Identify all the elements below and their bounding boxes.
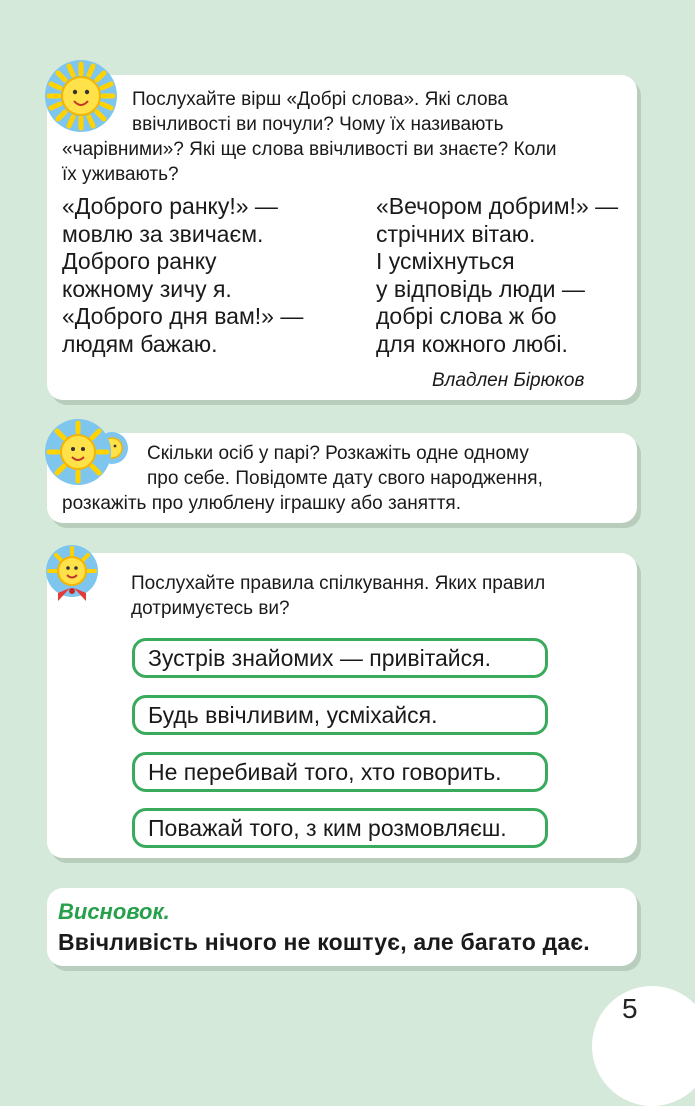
task1-line: «чарівними»? Які ще слова ввічливості ви знаєте? Коли [62, 139, 557, 160]
page-number-badge [592, 986, 695, 1106]
task3-line: Послухайте правила спілкування. Яких правил [131, 573, 546, 594]
task2-line: Скільки осіб у парі? Розкажіть одне одному [147, 443, 529, 464]
task1-line: ввічливості ви почули? Чому їх називають [132, 114, 504, 135]
poem-line: стрічних вітаю. [376, 220, 536, 247]
poem-line: «Доброго ранку!» — [62, 193, 278, 219]
rule-item: Не перебивай того, хто говорить. [132, 752, 548, 792]
rule-item: Зустрів знайомих — привітайся. [132, 638, 548, 678]
sun-with-bow-icon [38, 545, 112, 605]
task1-line: їх уживають? [62, 164, 179, 185]
poem-line: «Вечором добрим!» — [376, 193, 619, 219]
task2-line: розкажіть про улюблену іграшку або заняття. [62, 493, 461, 514]
task3-line: дотримуєтесь ви? [131, 598, 290, 619]
poem-line: «Доброго дня вам!» — [62, 303, 304, 329]
task1-instruction [62, 87, 632, 187]
conclusion-label: Висновок. [58, 899, 170, 924]
rule-item: Будь ввічливим, усміхайся. [132, 695, 548, 735]
task3-instruction [131, 571, 631, 621]
rule-item: Поважай того, з ким розмовляєш. [132, 808, 548, 848]
poem-line: у відповідь люди — [376, 275, 585, 302]
task2-instruction [62, 441, 632, 516]
poem-line: мовлю за звичаєм. [62, 220, 264, 247]
poem-line: Доброго ранку [62, 248, 217, 274]
page-number: 5 [622, 993, 638, 1024]
poem-left-column [62, 193, 303, 358]
conclusion-text: Ввічливість нічого не коштує, але багато дає. [58, 929, 590, 955]
poem-line: кожному зичу я. [62, 275, 232, 302]
poem-line: людям бажаю. [62, 330, 218, 357]
poem-author: Владлен Бірюков [432, 370, 585, 391]
poem-line: для кожного любі. [376, 330, 568, 357]
task2-line: про себе. Повідомте дату свого народження, [147, 468, 543, 489]
task1-line: Послухайте вірш «Добрі слова». Які слова [132, 89, 508, 110]
poem-right-column [376, 193, 618, 358]
poem-line: І усміхнуться [376, 248, 515, 274]
poem-line: добрі слова ж бо [376, 303, 557, 329]
